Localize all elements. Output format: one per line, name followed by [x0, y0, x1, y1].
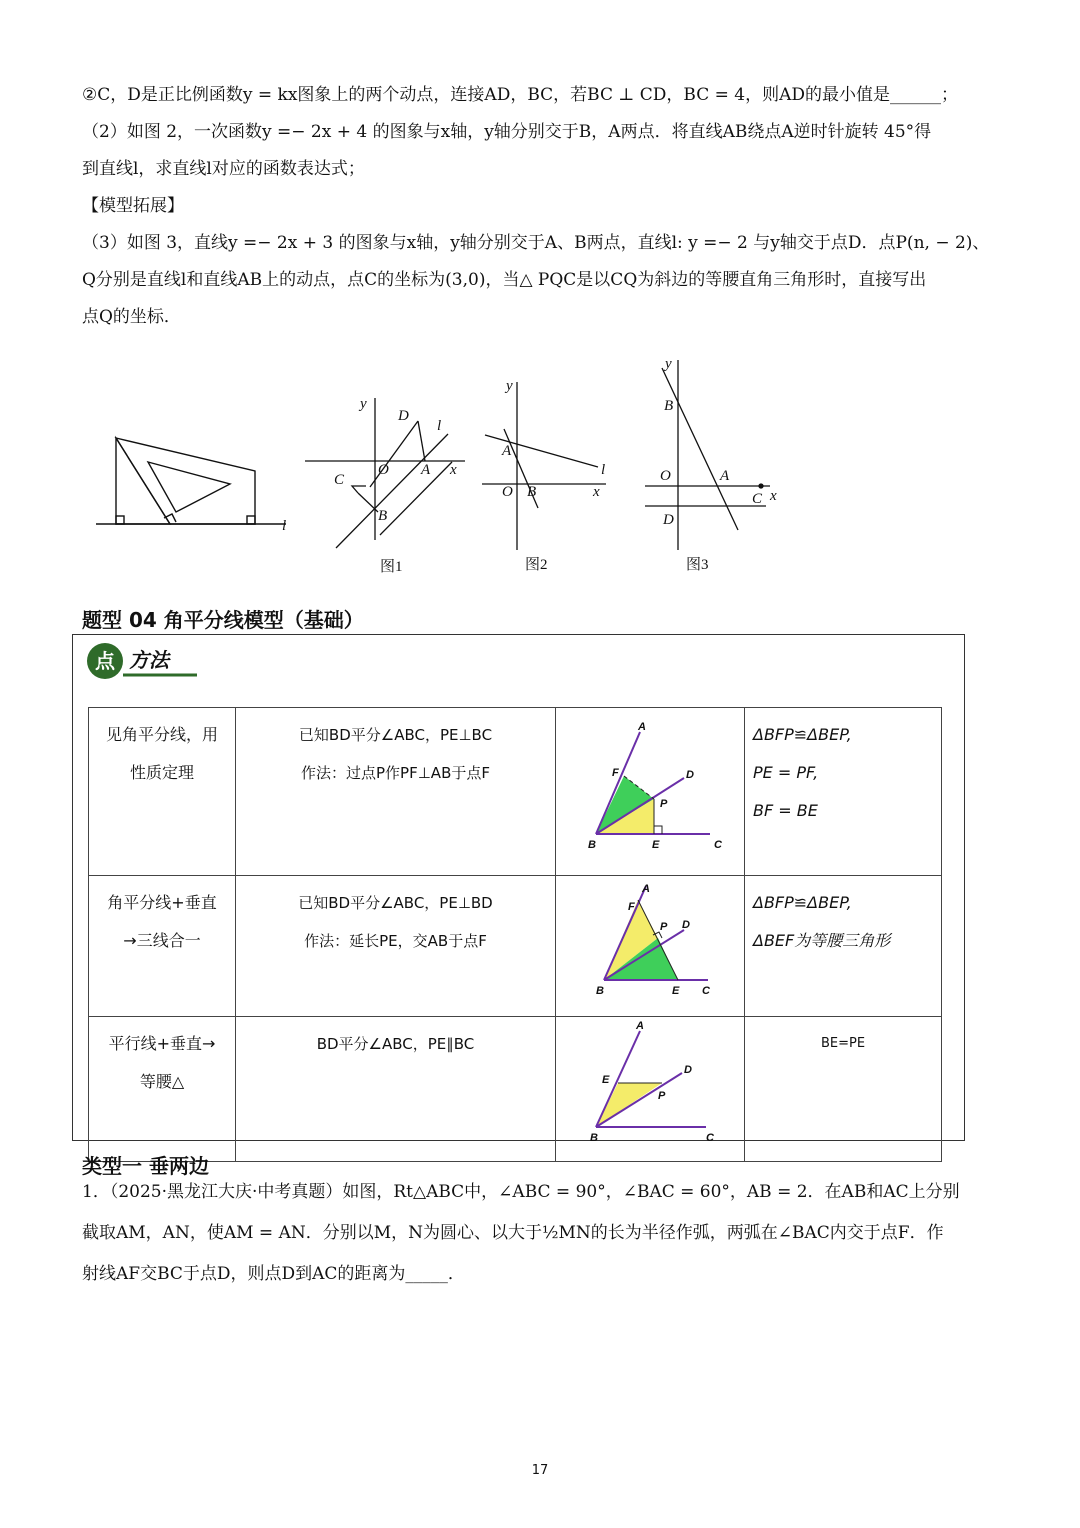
- table-cell-figure: [556, 708, 745, 876]
- fig1-label-D: D: [398, 408, 409, 424]
- badge-char: 点: [95, 649, 115, 673]
- method-badge: [85, 641, 201, 681]
- figures-row: [90, 350, 810, 584]
- fig3-label-O: O: [660, 468, 671, 484]
- fig2-label-A: A: [502, 443, 512, 459]
- problem-line: 射线AF交BC于点D，则点D到AC的距离为_____．: [82, 1264, 465, 1284]
- cell-text: →三线合一: [123, 931, 201, 950]
- fig1-label-l: l: [437, 418, 442, 434]
- fig3-label-D: D: [663, 512, 674, 528]
- text-line: 【模型拓展】: [82, 196, 184, 216]
- cell-text: 等腰△: [139, 1072, 185, 1091]
- cell-text: PE = PF,: [753, 763, 819, 782]
- fig-label-F: F: [612, 767, 619, 779]
- fig1-label-O: O: [378, 462, 389, 478]
- fig-label-E: E: [652, 839, 660, 851]
- table-cell-result: [745, 708, 942, 876]
- fig-label-P: P: [658, 1090, 666, 1102]
- fig2-label-B: B: [527, 484, 537, 500]
- cell-text: ΔBFP≌ΔBEP,: [753, 893, 852, 912]
- text-line: 到直线l，求直线l对应的函数表达式；: [82, 159, 365, 179]
- fig-label-E: E: [672, 985, 680, 997]
- fig-label-B: B: [588, 839, 596, 851]
- subsection-title: 类型一 垂两边: [82, 1154, 209, 1178]
- method-table: [88, 707, 942, 1162]
- fig2-label-l: l: [601, 462, 606, 478]
- fig-label-B: B: [596, 985, 604, 997]
- row3-figure: [560, 1021, 740, 1143]
- fig3-label-x: x: [770, 488, 777, 504]
- fig-label-C: C: [706, 1132, 714, 1143]
- cell-text: 性质定理: [129, 763, 194, 782]
- fig-label-C: C: [702, 985, 710, 997]
- fig2-label-x: x: [593, 484, 600, 500]
- fig1-label-A: A: [421, 462, 431, 478]
- fig1-label-C: C: [334, 472, 345, 488]
- cell-text: ΔBFP≌ΔBEP,: [753, 725, 852, 744]
- fig3-label-C: C: [752, 491, 763, 507]
- caption-fig3: 图3: [686, 557, 709, 573]
- fig3-label-y: y: [665, 356, 672, 372]
- figure-2: [482, 382, 606, 550]
- fig-label-D: D: [686, 769, 694, 781]
- fig2-label-O: O: [502, 484, 513, 500]
- text-line: （2）如图 2，一次函数y =− 2x + 4 的图象与x轴，y轴分别交于B，A两点．将直线AB绕点A逆时针旋转 45°得: [82, 122, 932, 142]
- table-cell-name: [89, 876, 236, 1017]
- text-line: ②C，D是正比例函数y = kx图象上的两个动点，连接AD，BC，若BC ⊥ CD，BC = 4，则AD的最小值是______；: [82, 85, 958, 105]
- table-row: [89, 708, 942, 876]
- fig1-label-B: B: [378, 508, 388, 524]
- table-cell-condition: [236, 876, 556, 1017]
- table-row: [89, 1017, 942, 1162]
- fig-label-D: D: [682, 919, 690, 931]
- cell-text: 平行线+垂直→: [108, 1034, 216, 1053]
- fig-label-C: C: [714, 839, 722, 851]
- fig1-label-y: y: [360, 396, 367, 412]
- fig-label-P: P: [660, 798, 668, 810]
- row2-figure: [560, 880, 740, 998]
- table-cell-name: [89, 708, 236, 876]
- page-number: 17: [531, 1463, 549, 1478]
- problem-line: 截取AM，AN，使AM = AN．分别以M，N为圆心、以大于½MN的长为半径作弧，两弧在∠BAC内交于点F．作: [82, 1223, 944, 1243]
- fig-label-A: A: [638, 721, 646, 733]
- cell-text: 已知BD平分∠ABC，PE⊥BD: [298, 894, 493, 912]
- fig-label-E: E: [602, 1074, 610, 1086]
- cell-text: BF = BE: [753, 801, 818, 820]
- fig-label-F: F: [628, 901, 635, 913]
- text-line: Q分别是直线l和直线AB上的动点，点C的坐标为(3,0)，当△ PQC是以CQ为斜边的等腰直角三角形时，直接写出: [82, 270, 927, 290]
- table-cell-figure: [556, 1017, 745, 1162]
- cell-text: BD平分∠ABC，PE∥BC: [316, 1035, 475, 1053]
- fig2-label-y: y: [506, 378, 513, 394]
- cell-text: 作法：过点P作PF⊥AB于点F: [301, 764, 490, 782]
- cell-text: BE=PE: [820, 1036, 866, 1051]
- fig-label-P: P: [660, 921, 668, 933]
- fig3-label-A: A: [720, 468, 730, 484]
- method-box: [72, 634, 965, 1141]
- set-square-figure: [96, 438, 286, 524]
- fig-label-B: B: [590, 1132, 598, 1143]
- fig-label-A: A: [642, 883, 650, 895]
- row1-figure: [560, 712, 740, 857]
- table-cell-condition: [236, 1017, 556, 1162]
- cell-text: 角平分线+垂直: [107, 893, 217, 912]
- cell-text: ΔBEF为等腰三角形: [753, 931, 891, 950]
- table-cell-name: [89, 1017, 236, 1162]
- section-title: 题型 04 角平分线模型（基础）: [82, 608, 364, 632]
- table-cell-figure: [556, 876, 745, 1017]
- table-row: [89, 876, 942, 1017]
- table-cell-result: [745, 1017, 942, 1162]
- problem-line: 1．（2025·黑龙江大庆·中考真题）如图，Rt△ABC中，∠ABC = 90°，∠BAC = 60°，AB = 2．在AB和AC上分别: [82, 1182, 960, 1202]
- table-cell-condition: [236, 708, 556, 876]
- cell-text: 作法：延长PE，交AB于点F: [304, 932, 487, 950]
- figures-svg: [90, 350, 810, 580]
- caption-fig1: 图1: [380, 559, 403, 575]
- badge-label: 方法: [129, 648, 169, 672]
- fig-label-D: D: [684, 1064, 692, 1076]
- cell-text: 见角平分线，用: [105, 725, 218, 744]
- caption-fig2: 图2: [525, 557, 548, 573]
- text-line: 点Q的坐标．: [82, 307, 181, 327]
- fig3-label-B: B: [664, 398, 674, 414]
- fig1-label-x: x: [450, 462, 457, 478]
- cell-text: 已知BD平分∠ABC，PE⊥BC: [298, 726, 493, 744]
- fig-label-A: A: [636, 1021, 644, 1032]
- table-cell-result: [745, 876, 942, 1017]
- fig0-label-l: l: [282, 518, 287, 534]
- text-line: （3）如图 3，直线y =− 2x + 3 的图象与x轴，y轴分别交于A、B两点，直线l: y =− 2 与y轴交于点D．点P(n, − 2)、: [82, 233, 990, 253]
